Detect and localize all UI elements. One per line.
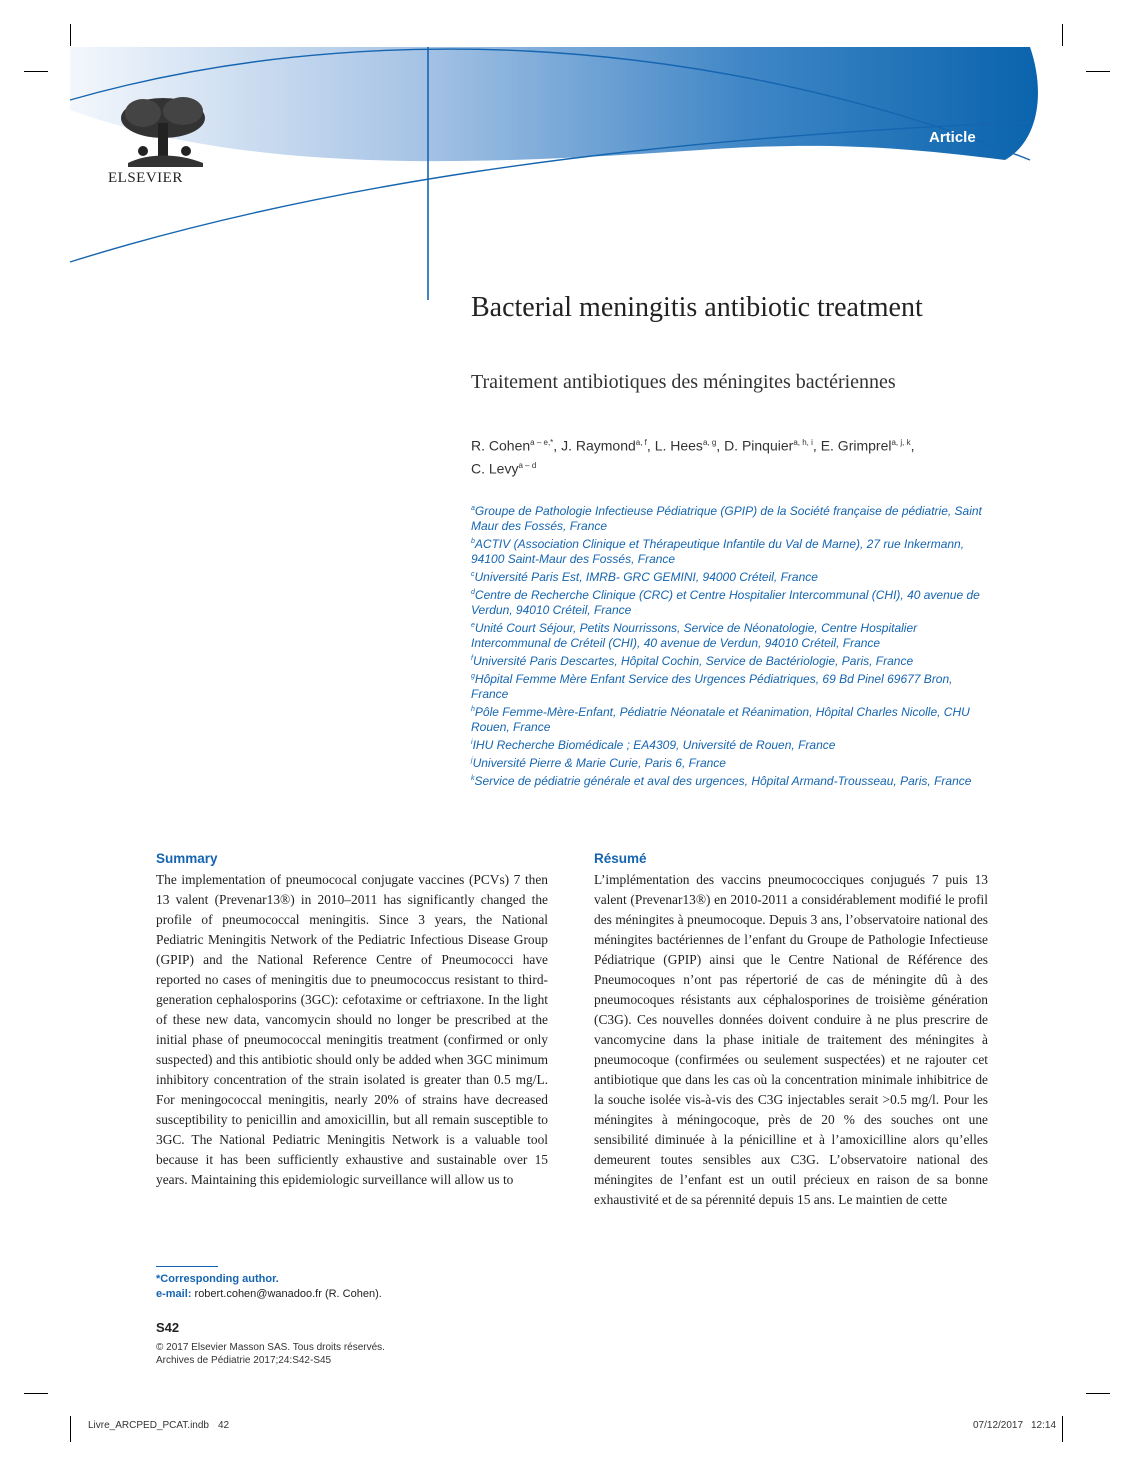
crop-mark bbox=[1086, 71, 1110, 72]
footnote-rule bbox=[156, 1266, 218, 1267]
email-link[interactable]: robert.cohen@wanadoo.fr (R. Cohen). bbox=[194, 1288, 382, 1300]
copyright-line: © 2017 Elsevier Masson SAS. Tous droits réservés. bbox=[156, 1342, 385, 1353]
affiliation-text: Unité Court Séjour, Petits Nourrissons, Service de Néonatologie, Centre Hospitalier Intercommunal de Créteil (CHI), 40 avenue de Verdun, 94010 Créteil, France bbox=[471, 621, 918, 650]
corresponding-footnote bbox=[156, 1272, 382, 1302]
affiliation-text: IHU Recherche Biomédicale ; EA4309, Université de Rouen, France bbox=[472, 738, 836, 752]
affiliation-text: Pôle Femme-Mère-Enfant, Pédiatrie Néonatale et Réanimation, Hôpital Charles Nicolle, CHU Rouen, France bbox=[471, 705, 970, 734]
resume-body: L’implémentation des vaccins pneumococciques conjugués 7 puis 13 valent (Prevenar13®) en 2010-2011 a considérablement modifié le profil des méningites à pneumocoque. Depuis 3 ans, l’observatoire national des méningites bactériennes de l’enfant du Groupe de Pathologie Infectieuse Pédiatrique (GPIP) ainsi que le Centre National de Référence des Pneumocoques n’ont pas répertorié de cas de méningite dû à des pneumocoques résistants aux céphalosporines de troisième génération (C3G). Ces nouvelles données doivent conduire à ne plus prescrire de vancomycine dans la phase initiale de traitement des méningites à pneumocoque (confirmées ou seulement suspectées) et ne rajouter cet antibiotique que dans les cas où la concentration minimale inhibitrice de la souche isolée vis-à-vis des C3G injectables serait >0.5 mg/l. Pour les méningites à méningocoque, près de 20 % des souches ont une sensibilité diminuée à la pénicilline et à l’amoxicilline alors qu’elles demeurent toutes sensibles aux C3G. L’observatoire national des méningites de l’enfant est un outil précieux en raison de sa bonne exhaustivité et de sa pérennité depuis 15 ans. Le maintien de cette bbox=[594, 872, 988, 1207]
affiliation-item bbox=[471, 501, 991, 534]
publisher-name: ELSEVIER bbox=[108, 170, 183, 186]
author-name: J. Raymond bbox=[561, 437, 636, 454]
elsevier-tree-logo bbox=[108, 93, 218, 173]
affiliation-text: Université Paris Descartes, Hôpital Cochin, Service de Bactériologie, Paris, France bbox=[472, 654, 914, 668]
author-name: L. Hees bbox=[654, 437, 703, 454]
affiliation-text: Hôpital Femme Mère Enfant Service des Urgences Pédiatriques, 69 Bd Pinel 69677 Bron, France bbox=[471, 672, 953, 701]
crop-mark bbox=[1062, 24, 1063, 46]
print-time: 12:14 bbox=[1031, 1420, 1057, 1431]
crop-mark bbox=[24, 1393, 48, 1394]
print-date: 07/12/2017 bbox=[973, 1420, 1024, 1431]
affiliation-key: e bbox=[471, 622, 475, 629]
affiliation-item bbox=[471, 702, 991, 735]
affiliation-text: Université Pierre & Marie Curie, Paris 6, France bbox=[472, 756, 726, 770]
affiliation-key: c bbox=[471, 571, 475, 578]
author-list: R. Cohen$^{a - e,*}$, J. Raymond$^{a, f}$, L. Hees$^{a, g}$, D. Pinquier$^{a, h, i}$, E. Grimprel$^{a, j, k}$, C. Levy$^{a - d}$ bbox=[471, 437, 915, 477]
affiliation-key: g bbox=[471, 673, 475, 680]
affiliation-text: Université Paris Est, IMRB- GRC GEMINI, 94000 Créteil, France bbox=[474, 570, 818, 584]
citation-line: Archives de Pédiatrie 2017;24:S42-S45 bbox=[156, 1355, 332, 1366]
article-title: Bacterial meningitis antibiotic treatment bbox=[471, 292, 923, 323]
affiliation-key: j bbox=[471, 757, 473, 764]
page-number: S42 bbox=[156, 1320, 180, 1335]
print-file-name: Livre_ARCPED_PCAT.indb bbox=[88, 1420, 209, 1431]
crop-mark bbox=[70, 1416, 71, 1442]
affiliation-text: ACTIV (Association Clinique et Thérapeutique Infantile du Val de Marne), 27 rue Inkermann, 94100 Saint-Maur des Fossés, France bbox=[471, 537, 965, 566]
author-sup: a – e,* bbox=[530, 438, 554, 447]
summary-body: The implementation of pneumococal conjugate vaccines (PCVs) 7 then 13 valent (Prevenar13®) in 2010–2011 has significantly changed the profile of pneumococcal meningitis. Since 3 years, the National Pediatric Meningitis Network of the Pediatric Infectious Disease Group (GPIP) and the National Reference Centre of Pneumococci have reported no cases of meningitis due to pneumococcus resistant to third-generation cephalosporins (3GC): cefotaxime or ceftriaxone. In the light of these new data, vancomycin should no longer be prescribed at the initial phase of pneumococcal meningitis treatment (confirmed or only suspected) and this antibiotic should only be added when 3GC minimum inhibitory concentration of the strain isolated is greater than 0.5 mg/L. For meningococcal meningitis, nearly 20% of strains have decreased susceptibility to penicillin and amoxicillin, but all remain susceptible to 3GC. The National Pediatric Meningitis Network is a valuable tool because it has been sufficiently exhaustive and sustainable over 15 years. Maintaining this epidemiologic surveillance will allow us to bbox=[156, 872, 548, 1187]
affiliation-key: k bbox=[471, 775, 475, 782]
crop-mark bbox=[70, 24, 71, 46]
affiliation-item bbox=[471, 753, 991, 771]
author-sup: a, j, k bbox=[891, 438, 911, 447]
affiliation-key: i bbox=[471, 739, 473, 746]
affiliation-key: d bbox=[471, 589, 475, 596]
author-name: D. Pinquier bbox=[724, 437, 794, 454]
author-sup: a, h, i bbox=[793, 438, 813, 447]
affiliation-text: Groupe de Pathologie Infectieuse Pédiatrique (GPIP) de la Société française de pédiatrie, Saint Maur des Fossés, France bbox=[471, 504, 982, 533]
crop-mark bbox=[1062, 1416, 1063, 1442]
affiliation-item bbox=[471, 651, 991, 669]
affiliation-key: f bbox=[471, 655, 473, 662]
affiliation-item bbox=[471, 585, 991, 618]
affiliation-item bbox=[471, 567, 991, 585]
print-page-number: 42 bbox=[218, 1420, 230, 1431]
affiliation-key: a bbox=[471, 505, 475, 512]
crop-mark bbox=[1086, 1393, 1110, 1394]
summary-heading: Summary bbox=[156, 851, 218, 866]
affiliation-item bbox=[471, 669, 991, 702]
affiliation-text: Service de pédiatrie générale et aval des urgences, Hôpital Armand-Trousseau, Paris, France bbox=[474, 774, 972, 788]
affiliation-item bbox=[471, 618, 991, 651]
affiliation-item bbox=[471, 534, 991, 567]
affiliation-list bbox=[471, 501, 991, 789]
affiliation-item bbox=[471, 735, 991, 753]
author-sup: a, g bbox=[702, 438, 717, 447]
resume-heading: Résumé bbox=[594, 851, 647, 866]
crop-mark bbox=[24, 71, 48, 72]
article-type-label: Article bbox=[929, 129, 976, 146]
affiliation-item bbox=[471, 771, 991, 789]
author-sup: a, f bbox=[635, 438, 647, 447]
corresponding-label: *Corresponding author. bbox=[156, 1273, 279, 1285]
author-name: E. Grimprel bbox=[820, 437, 892, 454]
email-label: e-mail: bbox=[156, 1288, 192, 1300]
author-name: R. Cohen bbox=[471, 437, 531, 454]
author-name: C. Levy bbox=[471, 460, 519, 477]
affiliation-text: Centre de Recherche Clinique (CRC) et Centre Hospitalier Intercommunal (CHI), 40 avenue de Verdun, 94010 Créteil, France bbox=[471, 588, 980, 617]
affiliation-key: b bbox=[471, 538, 475, 545]
affiliation-key: h bbox=[471, 706, 475, 713]
article-subtitle: Traitement antibiotiques des méningites bactériennes bbox=[471, 371, 896, 393]
author-sup: a – d bbox=[518, 460, 537, 470]
copyright-block bbox=[156, 1341, 385, 1367]
